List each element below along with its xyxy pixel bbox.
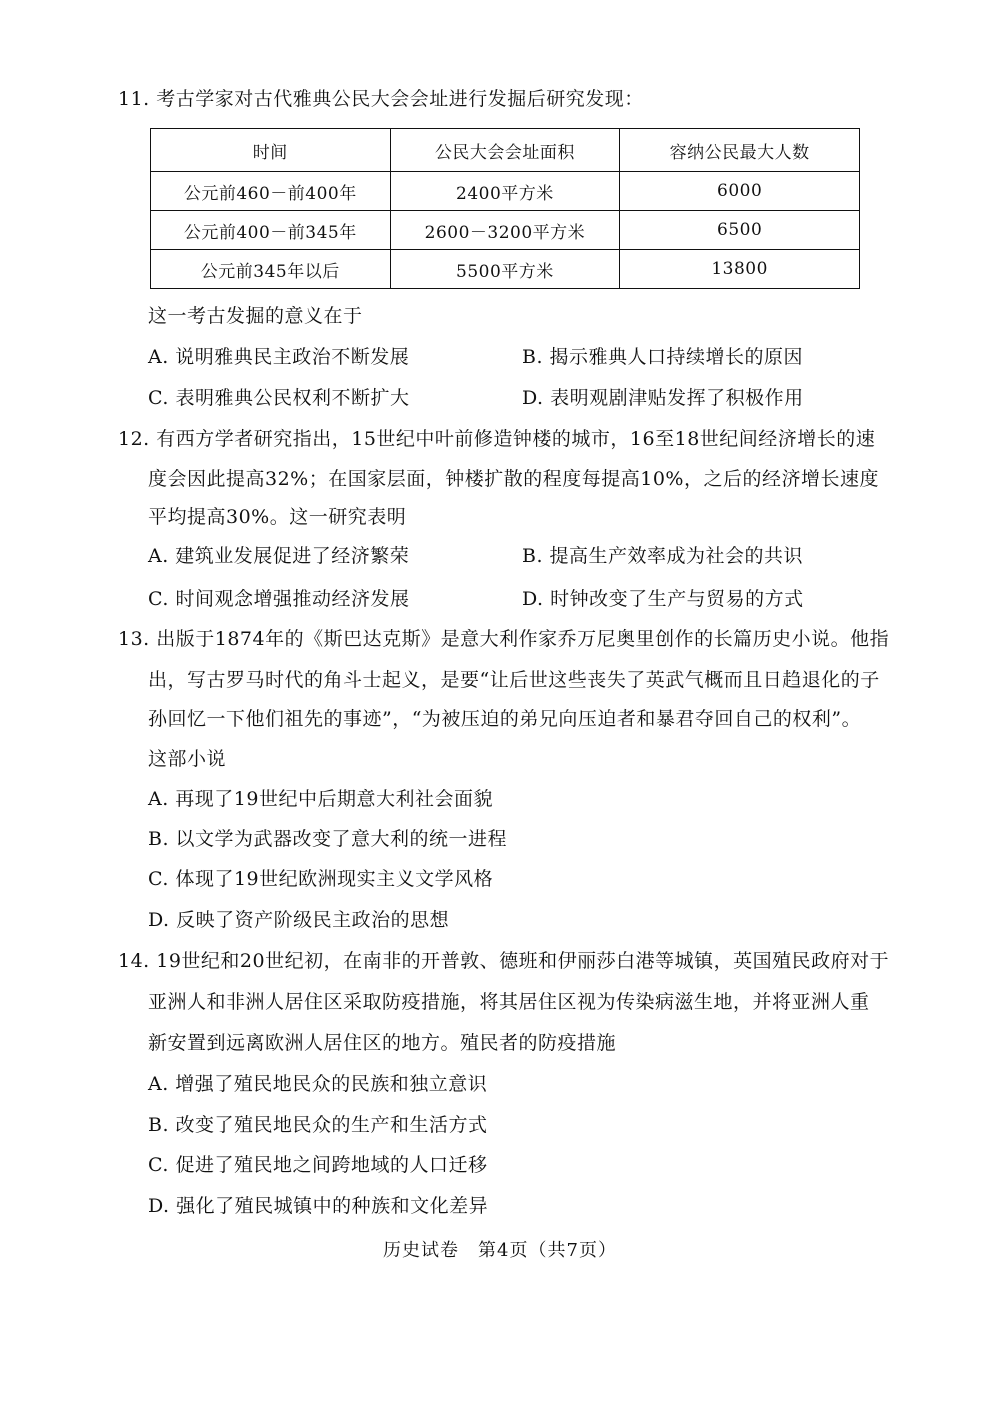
q14-stem-line-3: 新安置到远离欧洲人居住区的地方。殖民者的防疫措施 [148,1032,617,1054]
q11-option-a[interactable]: A. 说明雅典民主政治不断发展 [148,346,410,368]
table-cell: 6000 [620,172,860,211]
q12-stem-line-1: 12. 有西方学者研究指出，15世纪中叶前修造钟楼的城市，16至18世纪间经济增长的速 [118,428,876,450]
q14-option-b[interactable]: B. 改变了殖民地民众的生产和生活方式 [148,1114,488,1136]
q11-option-d[interactable]: D. 表明观剧津贴发挥了积极作用 [522,387,804,409]
table-cell: 5500平方米 [390,250,620,289]
q11-option-b[interactable]: B. 揭示雅典人口持续增长的原因 [522,346,804,368]
table-header-cell: 时间 [151,129,391,172]
table-row [151,172,860,211]
q14-stem-line-1: 14. 19世纪和20世纪初，在南非的开普敦、德班和伊丽莎白港等城镇，英国殖民政府对于 [118,950,890,972]
q13-stem-line-3: 孙回忆一下他们祖先的事迹”，“为被压迫的弟兄向压迫者和暴君夺回自己的权利”。 [148,708,862,730]
q12-option-d[interactable]: D. 时钟改变了生产与贸易的方式 [522,588,804,610]
q11-table [150,128,860,289]
table-cell: 公元前345年以后 [151,250,391,289]
q13-option-a[interactable]: A. 再现了19世纪中后期意大利社会面貌 [148,788,493,810]
q11-prompt: 这一考古发掘的意义在于 [148,305,363,327]
page-footer: 历史试卷 第4页（共7页） [383,1240,617,1261]
table-row [151,211,860,250]
table-cell: 13800 [620,250,860,289]
q12-stem-line-2: 度会因此提高32%；在国家层面，钟楼扩散的程度每提高10%，之后的经济增长速度 [148,468,879,490]
q13-option-c[interactable]: C. 体现了19世纪欧洲现实主义文学风格 [148,868,494,890]
table-cell: 公元前400－前345年 [151,211,391,250]
table-header-cell: 公民大会会址面积 [390,129,620,172]
q13-option-d[interactable]: D. 反映了资产阶级民主政治的思想 [148,909,450,931]
table-cell: 2600－3200平方米 [390,211,620,250]
q13-stem-line-2: 出，写古罗马时代的角斗士起义，是要“让后世这些丧失了英武气概而且日趋退化的子 [148,669,880,691]
table-cell: 2400平方米 [390,172,620,211]
q11-option-c[interactable]: C. 表明雅典公民权利不断扩大 [148,387,410,409]
table-header-row [151,129,860,172]
q12-option-b[interactable]: B. 提高生产效率成为社会的共识 [522,545,804,567]
table-cell: 公元前460－前400年 [151,172,391,211]
q14-option-d[interactable]: D. 强化了殖民城镇中的种族和文化差异 [148,1195,489,1217]
q11-stem: 11. 考古学家对古代雅典公民大会会址进行发掘后研究发现： [118,88,644,110]
q13-stem-line-4: 这部小说 [148,748,227,770]
table-header-cell: 容纳公民最大人数 [620,129,860,172]
q14-option-a[interactable]: A. 增强了殖民地民众的民族和独立意识 [148,1073,488,1095]
q14-option-c[interactable]: C. 促进了殖民地之间跨地域的人口迁移 [148,1154,488,1176]
table-row [151,250,860,289]
q14-stem-line-2: 亚洲人和非洲人居住区采取防疫措施，将其居住区视为传染病滋生地，并将亚洲人重 [148,991,870,1013]
q13-stem-line-1: 13. 出版于1874年的《斯巴达克斯》是意大利作家乔万尼奥里创作的长篇历史小说。他指 [118,628,890,650]
q12-stem-line-3: 平均提高30%。这一研究表明 [148,506,407,528]
q12-option-c[interactable]: C. 时间观念增强推动经济发展 [148,588,410,610]
q13-option-b[interactable]: B. 以文学为武器改变了意大利的统一进程 [148,828,508,850]
table-cell: 6500 [620,211,860,250]
q12-option-a[interactable]: A. 建筑业发展促进了经济繁荣 [148,545,410,567]
